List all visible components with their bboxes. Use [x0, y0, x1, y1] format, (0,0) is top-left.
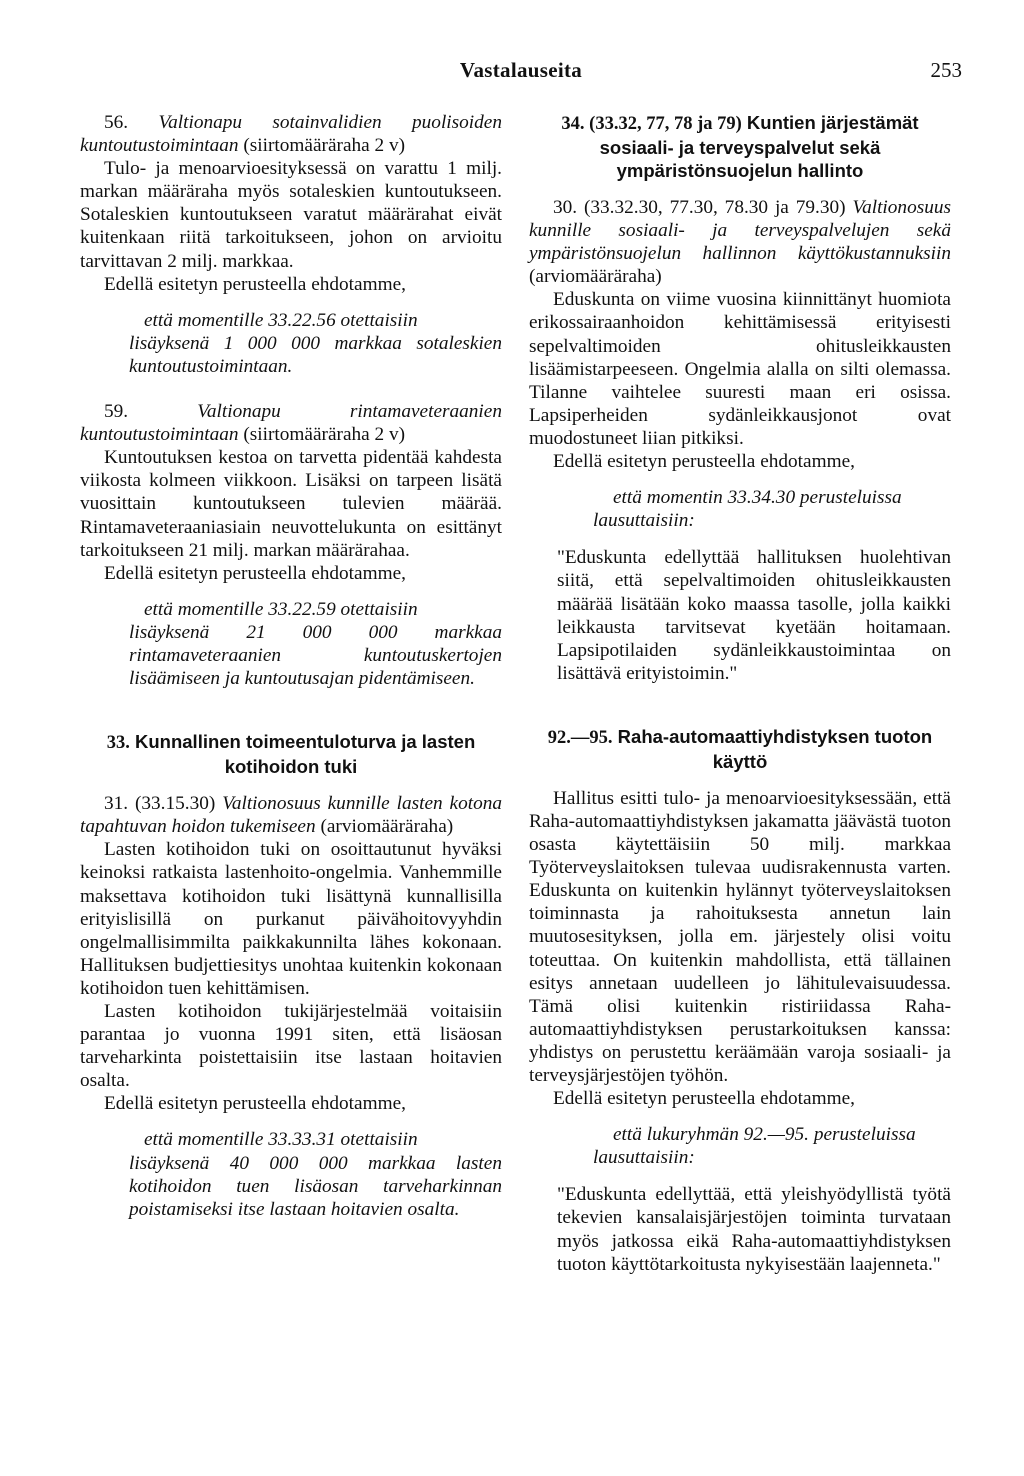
section-92-95-intro: Edellä esitetyn perusteella ehdotamme, — [553, 1088, 855, 1110]
section-92-95-proposal — [593, 1123, 951, 1169]
section-30-intro: Edellä esitetyn perusteella ehdotamme, — [553, 451, 855, 473]
running-title: Vastalauseita — [459, 58, 583, 82]
heading-34-number: 34. (33.32, 77, 78 ja 79) — [561, 114, 742, 134]
section-56-body: Tulo- ja menoarvioesityksessä on varattu 1 milj. markan määräraha myös sotaleskien kuntoutukseen. Sotaleskien kuntoutukseen varatut määrärahat eivät kuitenkaan riitä tarkoitukseen, johon on arvioitu tarvittavan 2 milj. markkaa. — [80, 158, 502, 272]
heading-33-number: 33. — [106, 733, 130, 754]
section-59 — [80, 400, 502, 690]
section-56-proposal — [129, 309, 502, 378]
section-31-title-italic: Valtionosuus kunnille lasten kotona tapahtuvan hoidon tukemiseen — [80, 793, 503, 838]
section-56-intro: Edellä esitetyn perusteella ehdotamme, — [104, 273, 406, 295]
section-59-title — [80, 400, 502, 446]
section-30-number: 30. (33.32.30, 77.30, 78.30 ja 79.30) — [553, 197, 846, 218]
section-56-proposal-lead: että momentille 33.22.56 otettaisiin — [144, 309, 418, 331]
section-56-number: 56. — [104, 112, 129, 133]
section-31-title-rest: (arviomääräraha) — [320, 816, 454, 838]
heading-92-95-title: Raha-automaattiyhdistyksen tuoton käyttö — [617, 725, 933, 772]
page-number: 253 — [930, 58, 962, 82]
section-31-body-1: Lasten kotihoidon tuki on osoittautunut hyväksi keinoksi ratkaista lastenhoito-ongelmia. Vanhemmille maksettava kotihoidon tuki lisättynä kunnallisilla erityislisillä on purkanut päivähoitovyyhdin ongelmallisimmilta paikkakunnilta lähes kokonaan. Hallituksen budjettiesitys unohtaa kuitenkin kokonaan kotihoidon tuen kehittämisen. — [80, 839, 502, 999]
section-30-title-rest: (arviomääräraha) — [529, 266, 662, 288]
section-59-proposal — [129, 598, 502, 690]
section-30-proposal-lead: että momentin 33.34.30 perusteluissa — [613, 487, 902, 509]
page-header — [80, 58, 962, 88]
section-56-proposal-rest: lisäyksenä 1 000 000 markkaa sotaleskien kuntoutustoimintaan. — [129, 332, 502, 377]
section-59-title-rest: (siirtomääräraha 2 v) — [243, 424, 406, 446]
section-56-title — [80, 111, 502, 157]
section-30 — [529, 196, 951, 685]
section-31-body-2: Lasten kotihoidon tukijärjestelmää voitaisiin parantaa jo vuonna 1991 siten, että lisäosan tarveharkinta poistettaisiin itse lastaan hoitavien osalta. — [80, 1001, 502, 1092]
section-31-title — [80, 792, 502, 838]
right-column — [529, 111, 951, 1276]
section-59-title-italic: Valtionapu rintamaveteraanien kuntoutustoimintaan — [80, 401, 502, 446]
section-30-proposal — [593, 486, 951, 532]
section-92-95-quote: "Eduskunta edellyttää, että yleishyödyllistä työtä tekevien kansalaisjärjestöjen toiminta turvataan myös jatkossa eikä Raha-automaattiyhdistyksen tuoton käyttötarkoitusta nykyisestään laajenneta." — [557, 1184, 951, 1275]
heading-33 — [80, 730, 502, 778]
section-92-95 — [529, 787, 951, 1276]
section-31-intro: Edellä esitetyn perusteella ehdotamme, — [104, 1093, 406, 1115]
section-59-proposal-lead: että momentille 33.22.59 otettaisiin — [144, 598, 418, 620]
section-31-number: 31. (33.15.30) — [104, 793, 216, 815]
section-30-quote: "Eduskunta edellyttää hallituksen huolehtivan siitä, että sepelvaltimoiden ohitusleikkausten määrää lisätään koko maassa tasolle, jolla kaikki leikkausta tarvitsevat kyetään hoitamaan. Lapsipotilaiden sydänleikkaustoimintaa on lisättävä erityistoimin." — [557, 547, 951, 684]
section-30-title-italic: Valtionosuus kunnille sosiaali- ja terveyspalvelujen sekä ympäristönsuojelun hallinnon käyttökustannuksiin — [529, 197, 951, 265]
section-92-95-proposal-lead: että lukuryhmän 92.—95. perusteluissa — [613, 1124, 916, 1146]
section-31-proposal-lead: että momentille 33.33.31 otettaisiin — [144, 1129, 418, 1151]
heading-33-title: Kunnallinen toimeentuloturva ja lasten kotihoidon tuki — [135, 731, 476, 778]
section-92-95-proposal-rest: lausuttaisiin: — [593, 1147, 695, 1169]
section-30-body: Eduskunta on viime vuosina kiinnittänyt huomiota erikossairaanhoidon kehittämisessä erityisesti sepelvaltimoiden ohitusleikkausten lisäämistarpeeseen. Ongelmia alalla on silti olemassa. Tilanne vaihtelee suuresti maan eri osissa. Lapsiperheiden sydänleikkausjonot ovat muodostuneet liian pitkiksi. — [529, 289, 951, 449]
section-30-proposal-rest: lausuttaisiin: — [593, 510, 695, 532]
section-56 — [80, 111, 502, 378]
section-56-title-italic: Valtionapu sotainvalidien puolisoiden kuntoutustoimintaan — [80, 112, 502, 157]
section-59-number: 59. — [104, 401, 129, 423]
section-59-body: Kuntoutuksen kestoa on tarvetta pidentää kahdesta viikosta kolmeen viikkoon. Lisäksi on tarpeen lisätä vuosittain kuntoutukseen tulevien määrää. Rintamaveteraaniasiain neuvottelukunta on esittänyt tarkoitukseen 21 milj. markan määrärahaa. — [80, 447, 502, 561]
section-59-intro: Edellä esitetyn perusteella ehdotamme, — [104, 562, 406, 584]
left-column — [80, 111, 502, 1221]
heading-92-95-number: 92.—95. — [547, 727, 613, 748]
section-92-95-body: Hallitus esitti tulo- ja menoarvioesityksessään, että Raha-automaattiyhdistyksen jakamatta jäävästä tuoton osasta käytettäisiin 50 milj. markkaa Työterveyslaitoksen tulevaa uudisrakennusta varten. Eduskunta on kuitenkin hylännyt työterveyslaitoksen toiminnasta ja rahoituksesta annetun lain muutosesityksen, jolla em. järjestely olisi voitu toteuttaa. On kuitenkin mahdollista, että tällainen esitys annetaan uudelleen jo lähitulevaisuudessa. Tämä olisi kuitenkin ristiriidassa Raha-automaattiyhdistyksen perustarkoituksen kanssa: yhdistys on perustettu keräämään varoja sosiaali- ja terveysjärjestöjen työhön. — [529, 787, 951, 1086]
heading-34-title: Kuntien järjestämät sosiaali- ja terveyspalvelut sekä ympäristönsuojelun hallinto — [599, 112, 919, 181]
section-31-proposal-rest: lisäyksenä 40 000 000 markkaa lasten kotihoidon tuen lisäosan tarveharkinnan poistamiseksi itse lastaan hoitavien osalta. — [129, 1152, 502, 1220]
heading-92-95 — [529, 725, 951, 773]
section-59-proposal-rest: lisäyksenä 21 000 000 markkaa rintamaveteraanien kuntoutuskertojen lisäämiseen ja kuntoutusajan pidentämiseen. — [129, 621, 502, 690]
section-56-title-rest: (siirtomääräraha 2 v) — [243, 135, 406, 157]
section-31-proposal — [129, 1128, 502, 1220]
heading-34 — [529, 111, 951, 182]
section-31 — [80, 792, 502, 1221]
section-30-title — [529, 196, 951, 288]
